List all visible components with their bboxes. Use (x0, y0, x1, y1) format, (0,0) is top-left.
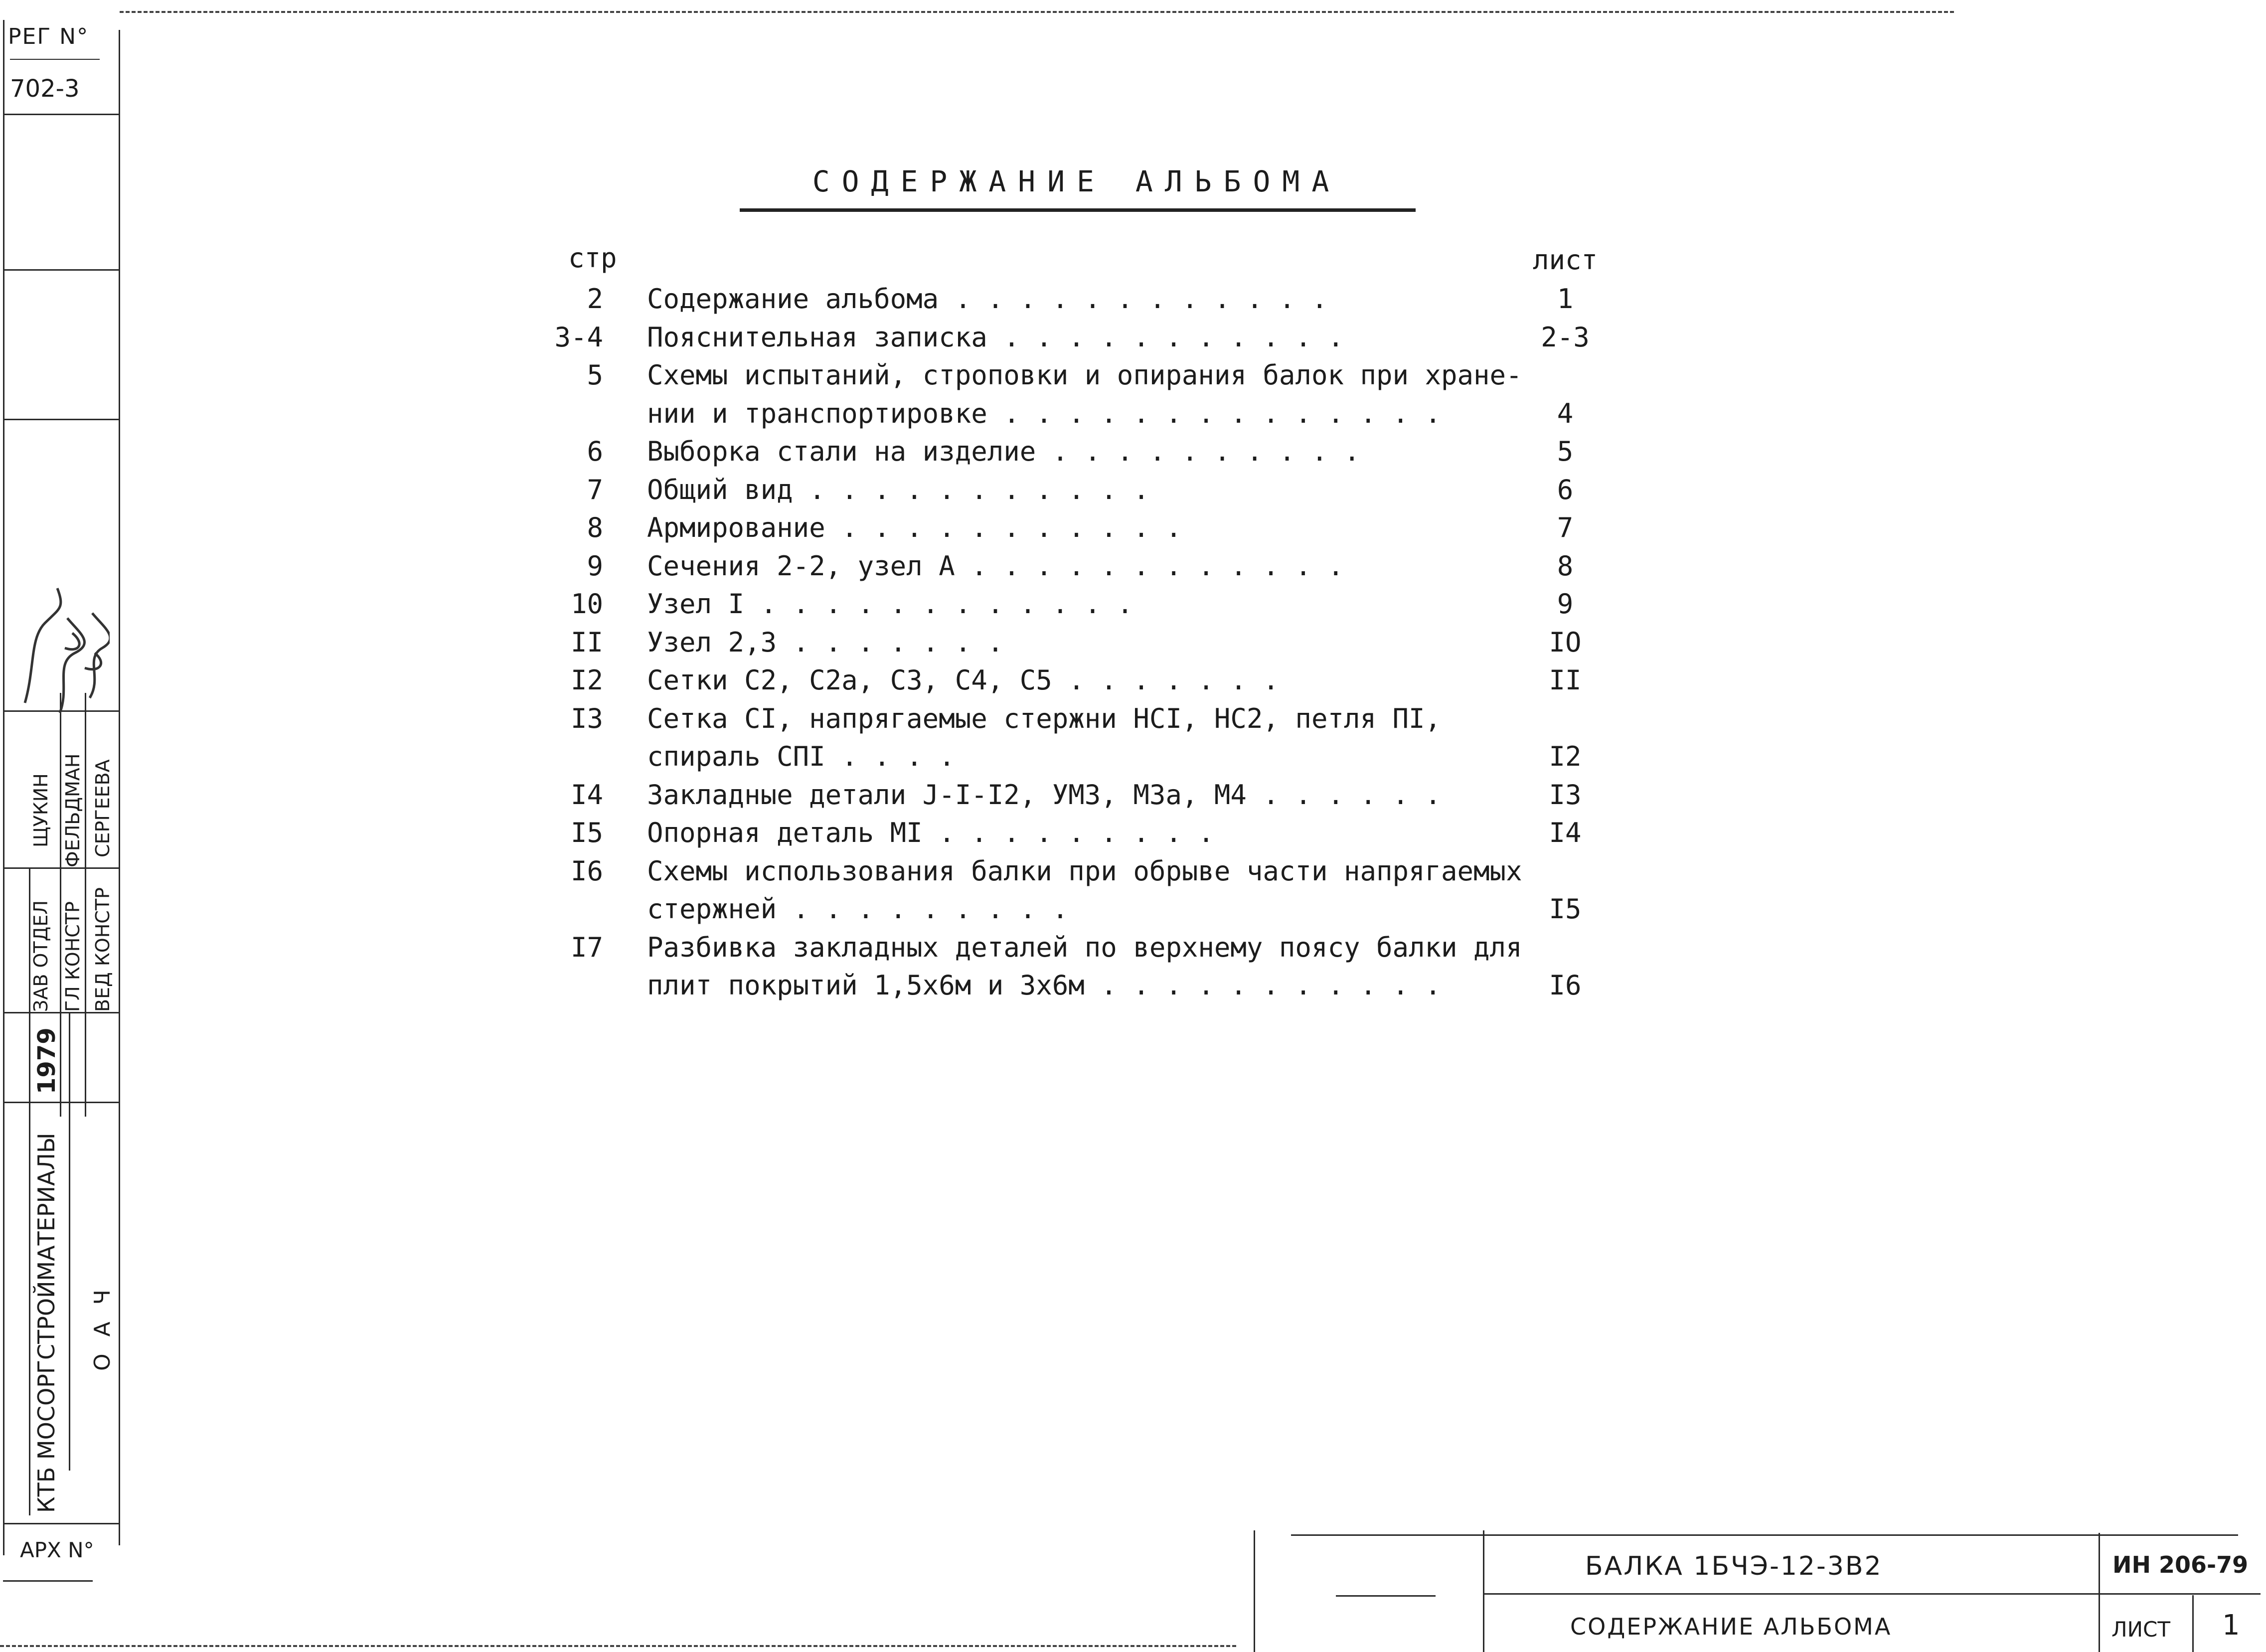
row-title-line: Пояснительная записка . . . . . . . . . . . (647, 321, 1344, 353)
row-sheet-number: I3 (1549, 779, 1582, 811)
tb-left-line (1254, 1530, 1255, 1652)
sheet-number: 1 (2222, 1609, 2240, 1642)
row-sheet-number: 9 (1557, 588, 1574, 620)
row-title-line: Сетка СI, напрягаемые стержни НСI, НС2, петля ПI, (647, 702, 1442, 734)
row-sheet-number: I4 (1549, 817, 1582, 848)
column-header-page: стр (568, 242, 617, 274)
row-title-line: Разбивка закладных деталей по верхнему поясу балки для (647, 931, 1522, 963)
row-page-number: I7 (570, 931, 603, 963)
row-page-number: 3-4 (554, 321, 603, 353)
left-border-line (3, 20, 4, 1555)
row-page-number: II (570, 626, 603, 658)
sheet-subject: СОДЕРЖАНИЕ АЛЬБОМА (1570, 1613, 1892, 1640)
row-title-line: Выборка стали на изделие . . . . . . . . . . (647, 436, 1360, 467)
row-title-line: Опорная деталь МI . . . . . . . . . (647, 817, 1214, 848)
column-header-sheet: лист (1533, 244, 1598, 276)
row-page-number: 5 (587, 359, 603, 391)
row-page-number: I4 (570, 779, 603, 811)
strip-h-line-2 (3, 269, 119, 271)
strip-mid-line-4 (69, 1012, 70, 1471)
page-title: СОДЕРЖАНИЕ АЛЬБОМА (812, 165, 1341, 198)
row-sheet-number: 4 (1557, 397, 1574, 429)
inventory-number: ИН 206-79 (2112, 1551, 2249, 1578)
top-dashed-edge (120, 11, 1954, 13)
strip-h-line-3 (3, 419, 119, 420)
strip-h-line-5 (3, 867, 119, 869)
sheet-label: ЛИСТ (2111, 1617, 2170, 1642)
signatures-image (10, 578, 110, 718)
bottom-dashed-edge (0, 1645, 1236, 1647)
row-sheet-number: I6 (1549, 970, 1582, 1001)
row-page-number: 6 (587, 436, 603, 467)
row-title-line: плит покрытий 1,5х6м и 3х6м . . . . . . . . . . . (647, 970, 1442, 1001)
row-title-line: Узел I . . . . . . . . . . . . (647, 588, 1133, 620)
row-title-line: стержней . . . . . . . . . (647, 893, 1069, 925)
row-sheet-number: 5 (1557, 436, 1574, 467)
strip-right-line (119, 30, 120, 1545)
row-title-line: Сетки С2, С2а, С3, С4, С5 . . . . . . . (647, 664, 1279, 696)
row-sheet-number: 2-3 (1541, 321, 1590, 353)
row-page-number: 8 (587, 512, 603, 543)
name-sergeeva: СЕРГЕЕВА (92, 759, 114, 857)
row-sheet-number: IO (1549, 626, 1582, 658)
row-page-number: I6 (570, 855, 603, 887)
row-title-line: Сечения 2-2, узел А . . . . . . . . . . . . (647, 550, 1344, 582)
tb-right-line (2099, 1533, 2100, 1652)
product-name: БАЛКА 1БЧЭ-12-3В2 (1585, 1551, 1883, 1581)
title-underline (740, 208, 1416, 212)
role-lead-designer: ВЕД КОНСТР (92, 887, 114, 1012)
row-title-line: спираль СПI . . . . (647, 741, 955, 772)
tb-short-dash (1336, 1595, 1436, 1597)
row-page-number: I2 (570, 664, 603, 696)
row-title-line: Закладные детали J-I-I2, УМ3, М3а, М4 . . . . . . (647, 779, 1442, 811)
row-sheet-number: I2 (1549, 741, 1582, 772)
row-title-line: Узел 2,3 . . . . . . . (647, 626, 1004, 658)
row-sheet-number: II (1549, 664, 1582, 696)
strip-h-line-8 (3, 1523, 119, 1524)
row-page-number: I3 (570, 702, 603, 734)
row-sheet-number: 1 (1557, 283, 1574, 315)
role-chief-designer: ГЛ КОНСТР (62, 901, 84, 1012)
org-name: КТБ МОСОРГСТРОЙМАТЕРИАЛЫ (33, 1133, 60, 1513)
name-shchukin: ЩУКИН (30, 773, 52, 847)
stamp-code: О А Ч (90, 1285, 115, 1371)
reg-value: 702-3 (10, 75, 80, 103)
row-title-line: Армирование . . . . . . . . . . . (647, 512, 1182, 543)
tb-mid-line (1483, 1530, 1484, 1652)
row-sheet-number: 6 (1557, 474, 1574, 505)
strip-h-line-6 (3, 1012, 119, 1013)
row-page-number: 7 (587, 474, 603, 505)
strip-h-line-1 (3, 114, 119, 115)
reg-label-divider (10, 59, 100, 60)
role-head-dept: ЗАВ ОТДЕЛ (30, 900, 52, 1012)
row-sheet-number: I5 (1549, 893, 1582, 925)
strip-h-line-9 (3, 1580, 93, 1582)
row-page-number: 9 (587, 550, 603, 582)
strip-mid-line-2 (85, 693, 86, 1117)
stamp-year: 1979 (33, 1027, 61, 1094)
row-title-line: Схемы испытаний, строповки и опирания балок при хране- (647, 359, 1522, 391)
name-feldman: ФЕЛЬДМАН (62, 753, 84, 867)
row-page-number: 10 (570, 588, 603, 620)
tb-row-line (1483, 1593, 2261, 1595)
strip-h-line-7 (3, 1102, 119, 1103)
row-sheet-number: 7 (1557, 512, 1574, 543)
row-title-line: Содержание альбома . . . . . . . . . . . . (647, 283, 1328, 315)
row-title-line: нии и транспортировке . . . . . . . . . . . . . . (647, 397, 1442, 429)
row-page-number: I5 (570, 817, 603, 848)
row-title-line: Общий вид . . . . . . . . . . . (647, 474, 1149, 505)
row-sheet-number: 8 (1557, 550, 1574, 582)
reg-label: РЕГ N° (8, 24, 89, 49)
tb-sheet-divider (2192, 1595, 2194, 1652)
tb-top-line (1291, 1534, 2238, 1536)
row-page-number: 2 (587, 283, 603, 315)
arch-label: АРХ N° (20, 1538, 94, 1562)
row-title-line: Схемы использования балки при обрыве части напрягаемых (647, 855, 1522, 887)
